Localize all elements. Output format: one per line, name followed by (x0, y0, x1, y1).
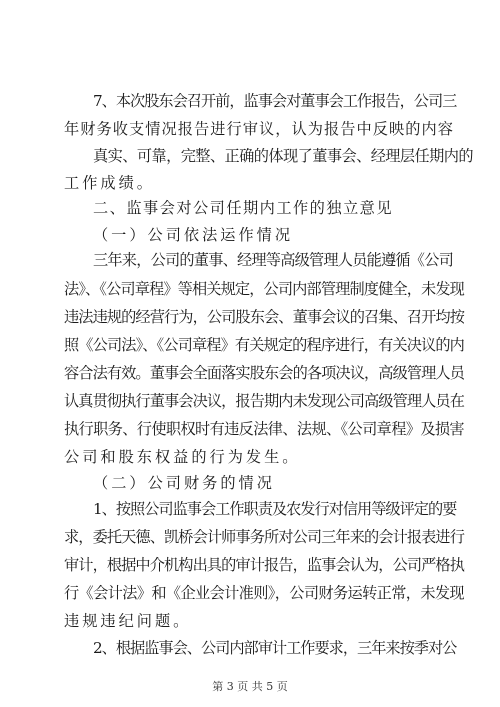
section-heading-2: 二、监事会对公司任期内工作的独立意见 (93, 199, 393, 217)
text-line-18: 审计，根据中介机构出具的审计报告，监事会认为，公司严格执 (64, 556, 465, 574)
text-line-14: 公司和股东权益的行为发生。 (64, 448, 301, 466)
text-line-17: 求，委托天德、凯桥会计师事务所对公司三年来的会计报表进行 (64, 528, 465, 546)
text-line-19: 行《会计法》和《企业会计准则》，公司财务运转正常，未发现 (64, 584, 464, 602)
text-line-8: 法》、《公司章程》等相关规定，公司内部管理制度健全，未发现 (64, 280, 464, 298)
text-line-4: 工作成绩。 (64, 174, 155, 192)
text-line-11: 容合法有效。董事会全面落实股东会的各项决议，高级管理人员 (64, 364, 465, 382)
text-line-20: 违规违纪问题。 (64, 612, 192, 630)
text-line-1: 7、本次股东会召开前，监事会对董事会工作报告，公司三 (93, 92, 457, 110)
page-number-footer: 第 3 页 共 5 页 (212, 680, 288, 693)
subsection-heading-2: （二）公司财务的情况 (93, 474, 275, 492)
text-line-7: 三年来，公司的董事、经理等高级管理人员能遵循《公司 (93, 251, 454, 269)
text-line-16: 1、按照公司监事会工作职责及农发行对信用等级评定的要 (93, 500, 457, 518)
text-line-21: 2、根据监事会、公司内部审计工作要求，三年来按季对公 (93, 639, 457, 657)
text-line-12: 认真贯彻执行董事会决议，报告期内未发现公司高级管理人员在 (64, 392, 465, 410)
text-line-13: 执行职务、行使职权时有违反法律、法规、《公司章程》及损害 (64, 420, 464, 438)
text-line-3: 真实、可靠，完整、正确的体现了董事会、经理层任期内的 (93, 147, 474, 165)
subsection-heading-1: （一）公司依法运作情况 (93, 226, 293, 244)
text-line-10: 照《公司法》、《公司章程》有关规定的程序进行，有关决议的内 (64, 336, 464, 354)
text-line-2: 年财务收支情况报告进行审议，认为报告中反映的内容 (64, 120, 454, 138)
text-line-9: 违法违规的经营行为，公司股东会、董事会议的召集、召开均按 (64, 308, 465, 326)
